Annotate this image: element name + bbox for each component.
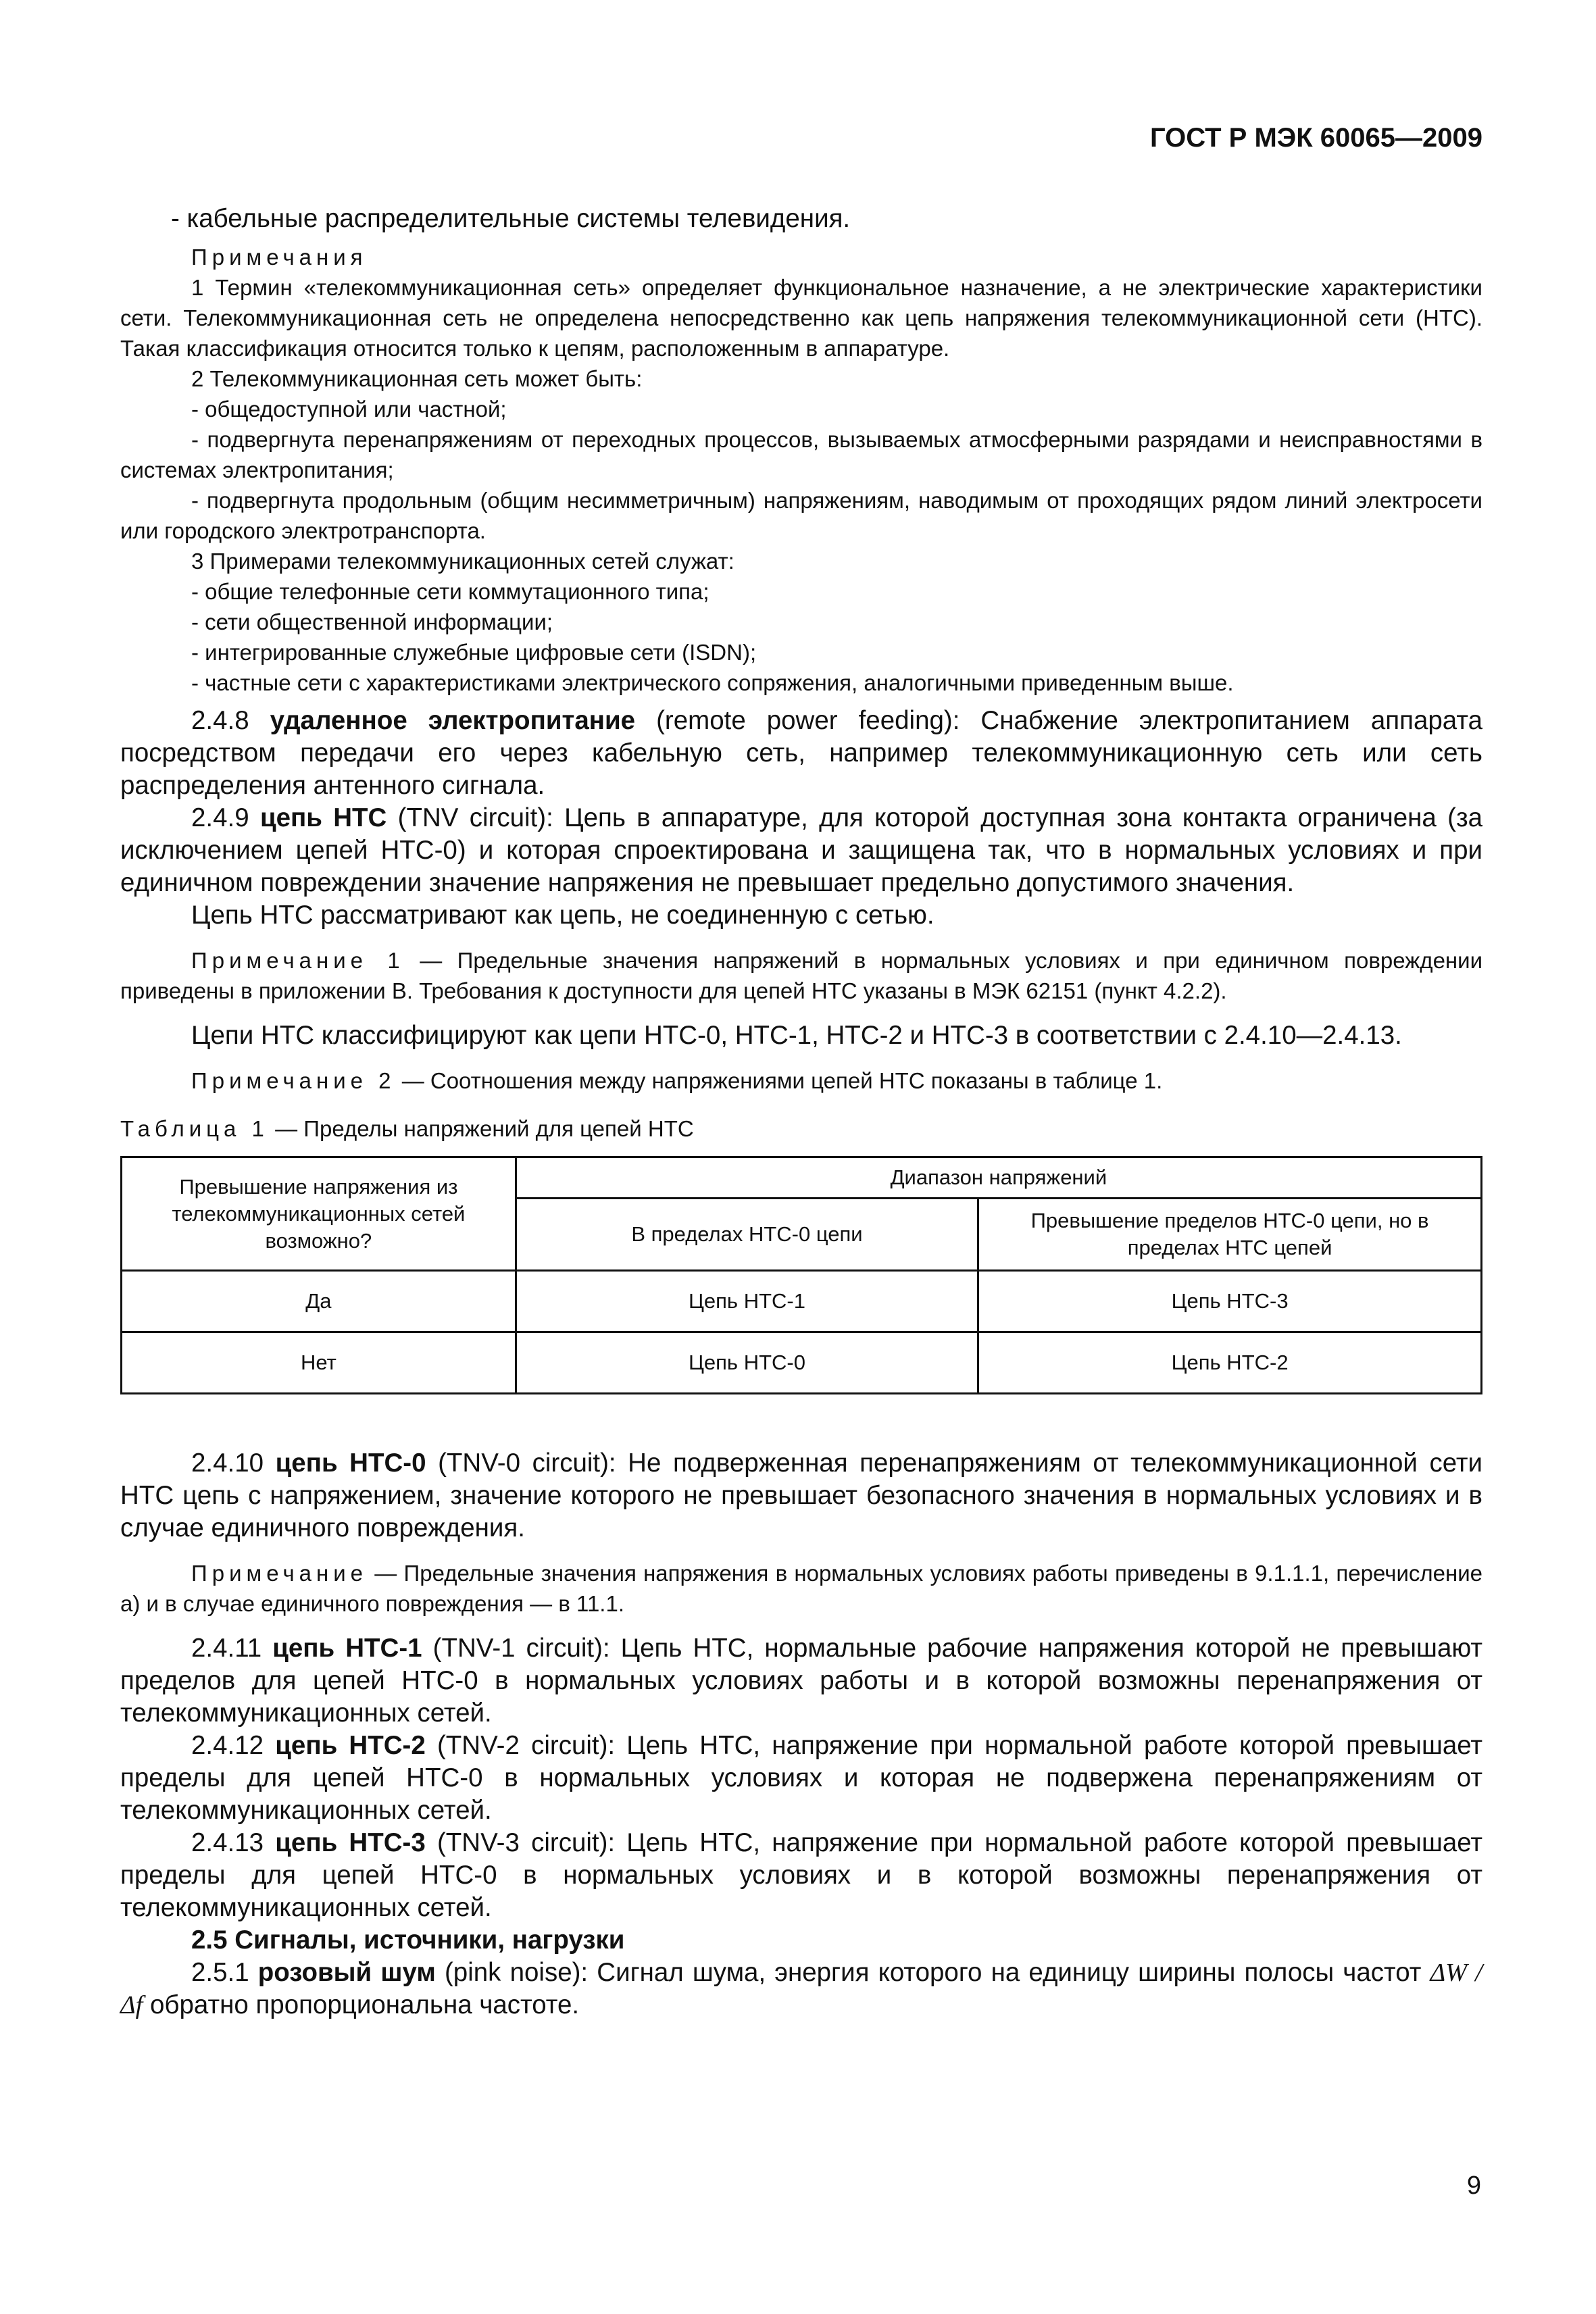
clause-2-4-9: [120, 802, 1482, 899]
paragraph-tnv-not-mains: Цепь НТС рассматривают как цепь, не соединенную с сетью.: [191, 901, 934, 930]
clause-text: (TNV-2 circuit): Цепь НТС, напряжение при нормальной работе которой превышает пределы для цепей НТС-0 в нормальных условиях и которая не подвержена перенапряжениям от телекоммуникационных сетей.: [120, 1731, 1483, 1825]
clause-number: 2.5.1: [191, 1958, 249, 1987]
clause-2-4-10: [120, 1447, 1482, 1544]
table-cell: Цепь НТС-3: [978, 1271, 1482, 1332]
clause-term: цепь НТС-1: [272, 1634, 422, 1663]
table-cell: Цепь НТС-0: [516, 1332, 978, 1394]
note-line: 3 Примерами телекоммуникационных сетей служат:: [191, 549, 734, 574]
clause-term: цепь НТС-2: [275, 1731, 426, 1760]
note-line: - сети общественной информации;: [191, 609, 553, 634]
clause-text: (TNV-1 circuit): Цепь НТС, нормальные рабочие напряжения которой не превышают пределов для цепей НТС-0 в нормальных условиях работы и в которой возможны перенапряжения от телекоммуникационных сетей.: [120, 1634, 1483, 1728]
note-line: 2 Телекоммуникационная сеть может быть:: [191, 366, 643, 391]
column-header-exceeding-tnv0: Превышение пределов НТС-0 цепи, но в пределах НТС цепей: [978, 1199, 1482, 1271]
clause-term: цепь НТС-3: [275, 1828, 426, 1857]
table-caption-text: — Пределы напряжений для цепей НТС: [275, 1116, 694, 1141]
clause-2-4-11: [120, 1632, 1482, 1730]
note-line: - интегрированные служебные цифровые сети (ISDN);: [191, 640, 757, 665]
page-content: [120, 203, 1482, 2021]
note-line: - подвергнута продольным (общим несимметричным) напряжениям, наводимым от проходящих рядом линий электросети или городского электротранспорта.: [120, 488, 1482, 543]
clause-text: (TNV-0 circuit): Не подверженная перенапряжениям от телекоммуникационной сети НТС цепь с напряжением, значение которого не превышает безопасного значения в нормальных условиях и в случае единичного повреждения.: [120, 1449, 1483, 1542]
clause-text-tail: обратно пропорциональна частоте.: [150, 1990, 580, 2019]
note-text: — Соотношения между напряжениями цепей НТС показаны в таблице 1.: [401, 1068, 1163, 1093]
note-text: — Предельные значения напряжения в нормальных условиях работы приведены в 9.1.1.1, перечисление а) и в случае единичного повреждения — в 11.1.: [120, 1561, 1482, 1616]
note-line: 1 Термин «телекоммуникационная сеть» определяет функциональное назначение, а не электрические характеристики сети. Телекоммуникационная сеть не определена непосредственно как цепь напряжения телекоммуникационной сети (НТС). Такая классификация относится только к цепям, расположенным в аппаратуре.: [120, 275, 1482, 361]
table-cell: Нет: [122, 1332, 516, 1394]
column-group-header: Диапазон напряжений: [516, 1157, 1481, 1199]
clause-term: цепь НТС: [259, 803, 387, 832]
table-cell: Цепь НТС-1: [516, 1271, 978, 1332]
clause-2-4-13: [120, 1827, 1482, 1924]
note-line: - общие телефонные сети коммутационного типа;: [191, 579, 709, 604]
section-heading-2-5: 2.5 Сигналы, источники, нагрузки: [191, 1926, 625, 1955]
note-line: - частные сети с характеристиками электрического сопряжения, аналогичными приведенным выше.: [191, 670, 1234, 695]
table-caption-label: Таблица 1: [120, 1116, 269, 1141]
table-cell: Да: [122, 1271, 516, 1332]
note-label: Примечание 2: [191, 1068, 396, 1093]
clause-2-4-12: [120, 1730, 1482, 1827]
clause-number: 2.4.9: [191, 803, 249, 832]
intro-line: - кабельные распределительные системы телевидения.: [171, 204, 851, 233]
clause-number: 2.4.10: [191, 1449, 264, 1478]
clause-2-5-1: [120, 1957, 1482, 2021]
clause-text: (TNV circuit): Цепь в аппаратуре, для которой доступная зона контакта ограничена (за исключением цепей НТС-0) и которая спроектирована и защищена так, что в нормальных условиях и при единичном повреждении значение напряжения не превышает предельно допустимого значения.: [120, 803, 1483, 897]
clause-number: 2.4.12: [191, 1731, 264, 1760]
clause-term: розовый шум: [257, 1958, 436, 1987]
formula-dw-df: ΔW / Δf: [120, 1959, 1482, 2019]
note-2: [120, 1065, 1482, 1096]
clause-number: 2.4.11: [191, 1634, 262, 1663]
note-3: [120, 1558, 1482, 1619]
table-caption: [120, 1113, 1482, 1144]
page-number: 9: [1466, 2171, 1481, 2200]
table-row: [122, 1271, 1482, 1332]
notes-heading: Примечания: [191, 245, 368, 270]
document-code-header: ГОСТ Р МЭК 60065—2009: [1149, 123, 1482, 153]
clause-term: цепь НТС-0: [275, 1449, 426, 1478]
voltage-limits-table: [120, 1156, 1482, 1394]
paragraph-classification: Цепи НТС классифицируют как цепи НТС-0, НТС-1, НТС-2 и НТС-3 в соответствии с 2.4.10—2.4.13.: [191, 1021, 1402, 1050]
clause-number: 2.4.13: [191, 1828, 264, 1857]
table-row: [122, 1332, 1482, 1394]
table-cell: Цепь НТС-2: [978, 1332, 1482, 1394]
note-1: [120, 945, 1482, 1006]
table-header-row: [122, 1157, 1482, 1199]
note-label: Примечание: [191, 1561, 368, 1586]
column-header-overvoltage: Превышение напряжения из телекоммуникационных сетей возможно?: [122, 1157, 516, 1271]
clause-text: (remote power feeding): Снабжение электропитанием аппарата посредством передачи его через кабельную сеть, например телекоммуникационную сеть или сеть распределения антенного сигнала.: [120, 706, 1482, 800]
clause-2-4-8: [120, 705, 1482, 802]
clause-term: удаленное электропитание: [270, 706, 636, 735]
note-line: - общедоступной или частной;: [191, 397, 507, 422]
note-text: — Предельные значения напряжений в нормальных условиях и при единичном повреждении приведены в приложении В. Требования к доступности для цепей НТС указаны в МЭК 62151 (пункт 4.2.2).: [120, 948, 1483, 1003]
note-label: Примечание 1: [191, 948, 405, 973]
clause-text: (pink noise): Сигнал шума, энергия которого на единицу ширины полосы частот: [444, 1958, 1422, 1987]
clause-number: 2.4.8: [191, 706, 249, 735]
clause-text: (TNV-3 circuit): Цепь НТС, напряжение при нормальной работе которой превышает пределы для цепей НТС-0 в нормальных условиях и в которой возможны перенапряжения от телекоммуникационных сетей.: [120, 1828, 1483, 1922]
note-line: - подвергнута перенапряжениям от переходных процессов, вызываемых атмосферными разрядами и неисправностями в системах электропитания;: [120, 427, 1482, 482]
column-header-within-tnv0: В пределах НТС-0 цепи: [516, 1199, 978, 1271]
